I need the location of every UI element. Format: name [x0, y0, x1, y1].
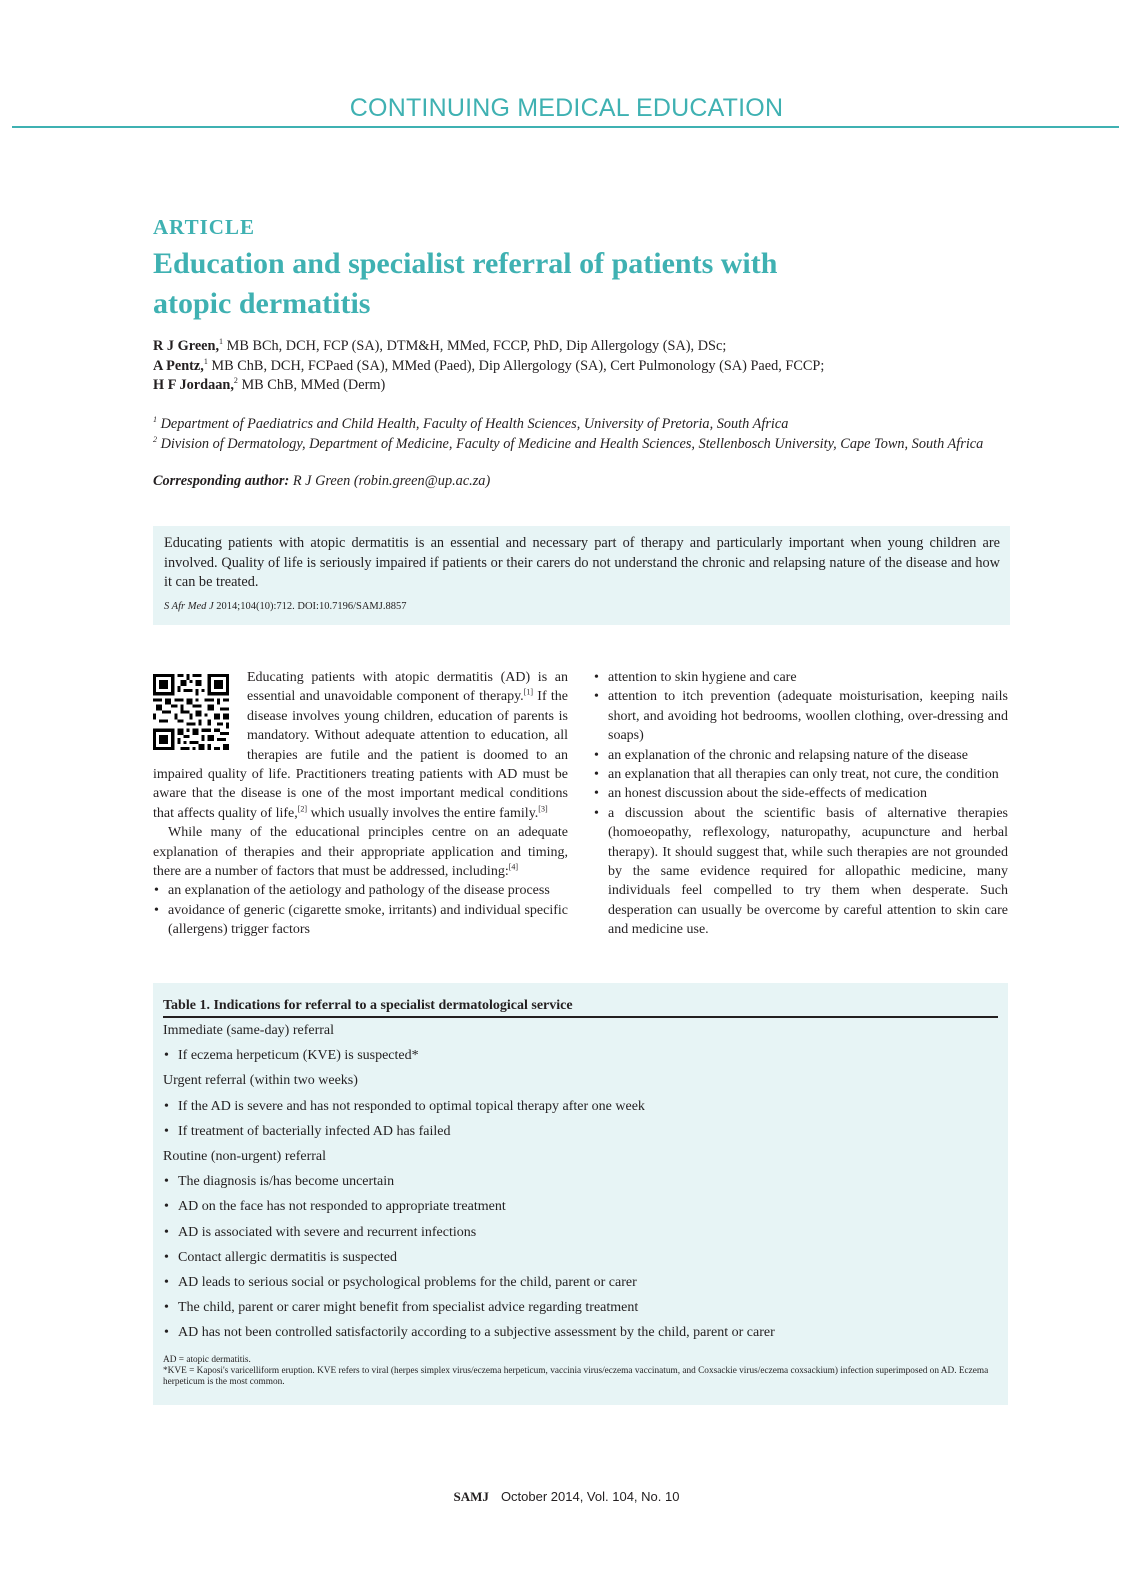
body-column-right — [593, 668, 1008, 940]
author-affiliation-mark: 2 — [233, 376, 238, 386]
reference-mark[interactable]: [3] — [538, 804, 548, 814]
reference-mark[interactable]: [4] — [508, 862, 519, 872]
table-row: • The diagnosis is/has become uncertain — [163, 1169, 998, 1194]
body-column-left — [153, 668, 568, 940]
list-item: • an explanation that all therapies can only treat, not cure, the condition — [593, 765, 1008, 784]
header-rule — [12, 126, 1119, 128]
abstract-box — [153, 526, 1010, 625]
section-heading: CONTINUING MEDICAL EDUCATION — [349, 94, 784, 122]
table-row: • AD leads to serious social or psychological problems for the child, parent or carer — [163, 1270, 998, 1295]
citation-reference: 2014;104(10):712. DOI:10.7196/SAMJ.8857 — [213, 600, 407, 612]
abstract-text: Educating patients with atopic dermatitis is an essential and necessary part of therapy and particularly important when young children are involved. Quality of life is seriously impaired if patients or their carers do not understand the chronic and relapsing nature of the disease and how it can be treated. — [164, 535, 1000, 590]
author-list — [153, 337, 1023, 396]
author-line — [153, 376, 1023, 396]
table-row: • AD has not been controlled satisfactorily according to a subjective assessment by the child, parent or carer — [163, 1320, 998, 1345]
author-name: H F Jordaan, — [153, 377, 234, 394]
body-text: which usually involves the entire family. — [307, 805, 539, 821]
corresponding-author — [153, 473, 490, 490]
table-row: • AD is associated with severe and recurrent infections — [163, 1220, 998, 1245]
article-title: Education and specialist referral of patients with atopic dermatitis — [153, 247, 778, 320]
author-line — [153, 357, 1023, 377]
author-name: A Pentz, — [153, 357, 204, 374]
citation-journal: S Afr Med J — [164, 600, 214, 612]
table-row: • Contact allergic dermatitis is suspected — [163, 1245, 998, 1270]
list-item: • attention to skin hygiene and care — [593, 668, 1008, 687]
list-item: • attention to itch prevention (adequate moisturisation, keeping nails short, and avoiding hot bedrooms, woollen clothing, over-dressing and soaps) — [593, 687, 1008, 745]
qr-code-icon[interactable] — [153, 674, 229, 750]
corresponding-label: Corresponding author: — [153, 473, 290, 489]
list-item: • avoidance of generic (cigarette smoke, irritants) and individual specific (allergens) trigger factors — [153, 901, 568, 940]
body-text: If the disease involves young children, education of parents is mandatory. Without adequate attention to education, all therapies are futile and the patient is doomed to an impaired quality of life. Practitioners treating patients with AD must be aware that the disease is one of the most important medical conditions that affects quality of life, — [153, 689, 569, 821]
citation — [164, 601, 1000, 612]
list-item: • an explanation of the chronic and relapsing nature of the disease — [593, 746, 1008, 765]
author-affiliation-mark: 1 — [219, 337, 224, 347]
table-row: • If treatment of bacterially infected AD has failed — [163, 1119, 998, 1144]
table-category: Immediate (same-day) referral — [163, 1023, 335, 1038]
education-list — [153, 881, 568, 939]
footer-issue: October 2014, Vol. 104, No. 10 — [500, 1489, 680, 1504]
body-text: While many of the educational principles centre on an adequate explanation of therapies and their appropriate application and timing, there are a number of factors that must be addressed, including: — [153, 825, 568, 880]
affiliation-text: Department of Paediatrics and Child Health, Faculty of Health Sciences, University of Pretoria, South Africa — [157, 416, 789, 432]
affiliation-list — [153, 414, 1023, 454]
table-row: • If the AD is severe and has not responded to optimal topical therapy after one week — [163, 1094, 998, 1119]
corresponding-text: R J Green (robin.green@up.ac.za) — [289, 473, 491, 489]
table-footnote: *KVE = Kaposi's varicelliform eruption. KVE refers to viral (herpes simplex virus/eczema herpeticum, vaccinia virus/eczema vaccinatum, and Coxsackie virus/eczema coxsackium) infection superimposed on AD. Eczema herpeticum is the most common. — [163, 1365, 989, 1387]
affiliation — [153, 414, 1023, 434]
reference-mark[interactable]: [1] — [523, 687, 534, 697]
affiliation-mark: 2 — [153, 435, 157, 445]
affiliation-text: Division of Dermatology, Department of Medicine, Faculty of Medicine and Health Sciences, Stellenbosch University, Cape Town, South Africa — [157, 436, 984, 452]
table-row: • If eczema herpeticum (KVE) is suspected* — [163, 1043, 998, 1068]
author-credentials: MB BCh, DCH, FCP (SA), DTM&H, MMed, FCCP, PhD, Dip Allergology (SA), DSc; — [223, 338, 727, 354]
table-title: Table 1. Indications for referral to a specialist dermatological service — [163, 997, 998, 1018]
article-kicker: ARTICLE — [153, 215, 255, 239]
body-text: Educating patients with atopic dermatitis (AD) is an essential and unavoidable component of therapy. — [247, 670, 568, 705]
page-footer — [0, 1489, 1133, 1505]
table-footnote: AD = atopic dermatitis. — [163, 1354, 251, 1365]
table-row: • The child, parent or carer might benefit from specialist advice regarding treatment — [163, 1295, 998, 1320]
reference-mark[interactable]: [2] — [297, 804, 308, 814]
footer-journal: SAMJ — [453, 1489, 489, 1504]
table-footnotes — [163, 1355, 998, 1388]
referral-table — [153, 983, 1008, 1405]
table-row: • AD on the face has not responded to appropriate treatment — [163, 1194, 998, 1219]
affiliation-mark: 1 — [153, 415, 157, 425]
table-body — [163, 1018, 998, 1346]
table-category: Urgent referral (within two weeks) — [163, 1073, 358, 1089]
author-credentials: MB ChB, DCH, FCPaed (SA), MMed (Paed), Dip Allergology (SA), Cert Pulmonology (SA) Paed, FCCP; — [207, 357, 825, 374]
education-list — [593, 668, 1008, 940]
author-line — [153, 337, 1023, 357]
author-affiliation-mark: 1 — [203, 356, 208, 366]
list-item: • a discussion about the scientific basis of alternative therapies (homoeopathy, reflexology, naturopathy, acupuncture and herbal therapy). It should suggest that, while such therapies are not grounded by the same evidence required for allopathic medicine, many individuals feel compelled to try them when desperate. Such desperation can usually be overcome by careful attention to skin care and medicine use. — [593, 804, 1008, 940]
affiliation — [153, 434, 1023, 454]
list-item: • an honest discussion about the side-effects of medication — [593, 784, 1008, 803]
body-paragraph — [153, 823, 568, 881]
table-category: Routine (non-urgent) referral — [163, 1149, 327, 1165]
list-item: • an explanation of the aetiology and pathology of the disease process — [153, 881, 568, 900]
author-credentials: MB ChB, MMed (Derm) — [237, 377, 386, 394]
author-name: R J Green, — [153, 338, 220, 354]
